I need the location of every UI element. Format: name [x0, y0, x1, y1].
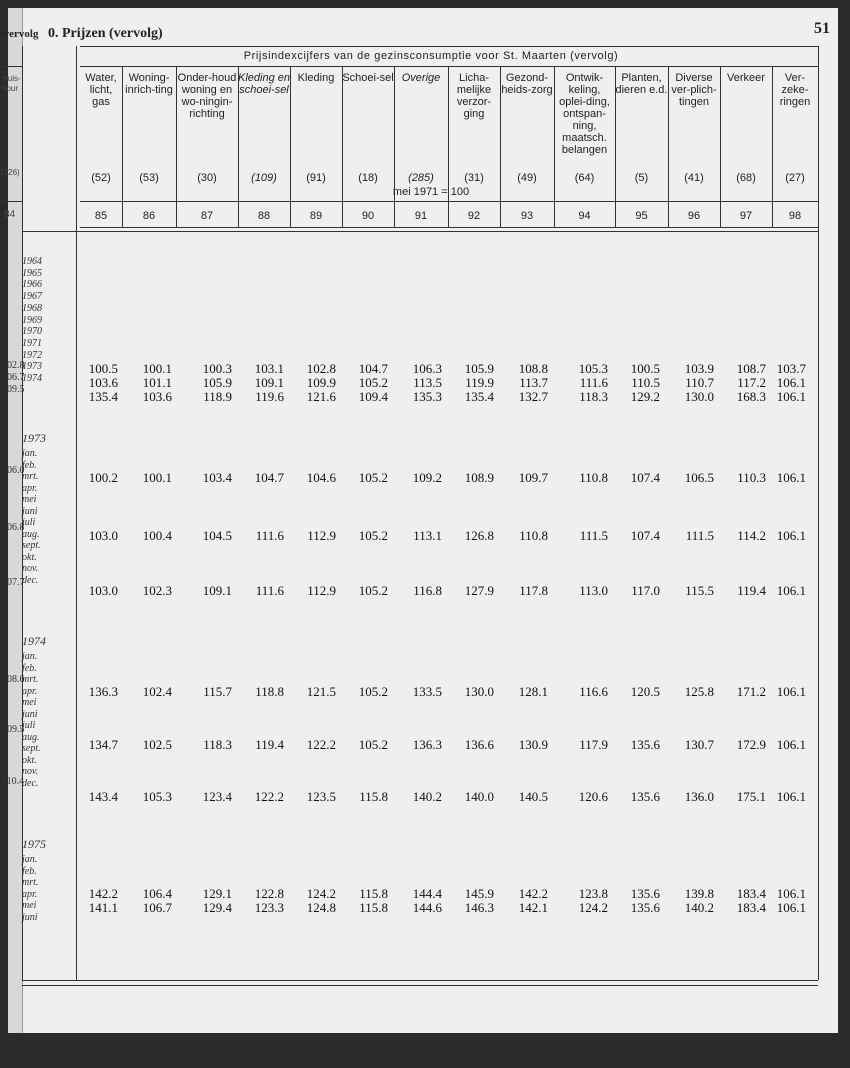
column-weight-86: (53) — [139, 172, 159, 184]
table-cell: 116.8 — [413, 583, 442, 598]
month-label: jan. — [22, 448, 38, 459]
table-cell: 106.5 — [684, 470, 714, 485]
table-cell: 132.7 — [518, 389, 548, 404]
table-cell: 115.8 — [359, 900, 388, 915]
table-cell: 106.3 — [412, 361, 442, 376]
table-cell: 145.9 — [464, 886, 494, 901]
column-number-89: 89 — [309, 210, 323, 222]
table-cell: 136.6 — [464, 737, 494, 752]
table-cell: 142.1 — [518, 900, 548, 915]
left-col-value: 106.7 — [2, 372, 25, 383]
column-weight-98: (27) — [785, 172, 805, 184]
column-header-96: Diverse ver-plich-tingen — [671, 72, 717, 108]
table-cell: 136.0 — [684, 789, 714, 804]
rule-v-right — [818, 46, 819, 980]
column-weight-95: (5) — [634, 172, 649, 184]
month-label: apr. — [22, 482, 38, 494]
column-header-86: Woning-inrich-ting — [125, 72, 173, 96]
table-cell: 109.1 — [254, 375, 284, 390]
table-cell: 103.6 — [142, 389, 172, 404]
table-main-title: Prijsindexcijfers van de gezinsconsumptie voor St. Maarten (vervolg) — [243, 50, 619, 62]
left-rule-top — [0, 66, 22, 67]
year-label: 1966 — [22, 279, 42, 291]
table-cell: 105.9 — [202, 375, 232, 390]
rule-v-col-3 — [290, 66, 291, 227]
table-cell: 100.1 — [142, 361, 172, 376]
table-cell: 115.7 — [203, 684, 232, 699]
table-cell: 135.6 — [630, 900, 660, 915]
table-cell: 143.4 — [88, 789, 118, 804]
table-cell: 118.8 — [255, 684, 284, 699]
month-label: juni — [22, 708, 38, 720]
rule-v-col-5 — [394, 66, 395, 227]
month-label: feb. — [22, 459, 37, 471]
table-cell: 103.0 — [88, 583, 118, 598]
rule-h-4 — [22, 231, 818, 232]
month-label: jan. — [22, 854, 38, 865]
month-label: juni — [22, 911, 38, 923]
table-cell: 117.2 — [737, 375, 766, 390]
table-cell: 115.5 — [685, 583, 714, 598]
table-cell: 135.3 — [412, 389, 442, 404]
table-cell: 103.7 — [776, 361, 806, 376]
table-cell: 142.2 — [518, 886, 548, 901]
month-label: okt. — [22, 754, 37, 766]
year-label: 1971 — [22, 337, 42, 349]
month-label: aug. — [22, 528, 40, 540]
table-cell: 135.6 — [630, 737, 660, 752]
table-cell: 118.3 — [579, 389, 608, 404]
table-cell: 144.4 — [412, 886, 442, 901]
table-cell: 121.5 — [306, 684, 336, 699]
table-cell: 129.2 — [630, 389, 660, 404]
left-col-value: 109.5 — [2, 724, 25, 735]
paper-sheet — [8, 8, 838, 1033]
table-cell: 136.3 — [88, 684, 118, 699]
table-cell: 105.2 — [358, 583, 388, 598]
table-cell: 117.8 — [519, 583, 548, 598]
table-cell: 105.9 — [464, 361, 494, 376]
table-cell: 122.2 — [254, 789, 284, 804]
table-cell: 108.9 — [464, 470, 494, 485]
column-header-90: Schoei-sel — [342, 72, 394, 84]
table-cell: 102.8 — [306, 361, 336, 376]
table-cell: 105.2 — [358, 470, 388, 485]
table-cell: 109.9 — [306, 375, 336, 390]
table-cell: 113.7 — [519, 375, 548, 390]
year-label: 1970 — [22, 326, 42, 338]
left-binding-strip — [8, 8, 23, 1033]
column-number-87: 87 — [200, 210, 214, 222]
table-cell: 109.4 — [358, 389, 388, 404]
table-cell: 106.1 — [776, 900, 806, 915]
prev-page-fragment: (vervolg — [0, 28, 39, 40]
table-cell: 105.3 — [578, 361, 608, 376]
table-cell: 119.6 — [255, 389, 284, 404]
table-cell: 106.1 — [776, 470, 806, 485]
table-cell: 106.1 — [776, 886, 806, 901]
table-cell: 112.9 — [307, 528, 336, 543]
section-title: 0. Prijzen (vervolg) — [47, 26, 163, 41]
table-cell: 106.1 — [776, 528, 806, 543]
table-cell: 109.2 — [412, 470, 442, 485]
column-number-85: 85 — [94, 210, 108, 222]
month-label: jan. — [22, 651, 38, 662]
table-cell: 113.5 — [413, 375, 442, 390]
table-cell: 112.9 — [307, 583, 336, 598]
column-header-85: Water, licht, gas — [85, 72, 117, 108]
table-cell: 103.0 — [88, 528, 118, 543]
left-col-value: 107.7 — [2, 577, 25, 588]
column-weight-97: (68) — [736, 172, 756, 184]
month-group-year: 1975 — [22, 837, 46, 851]
table-cell: 139.8 — [684, 886, 714, 901]
month-label: mei — [22, 494, 37, 505]
month-label: mei — [22, 697, 37, 708]
table-cell: 119.9 — [465, 375, 494, 390]
table-cell: 122.2 — [306, 737, 336, 752]
table-cell: 110.8 — [519, 528, 548, 543]
table-cell: 140.0 — [464, 789, 494, 804]
month-label: nov. — [22, 766, 39, 777]
table-cell: 135.6 — [630, 789, 660, 804]
table-cell: 102.5 — [142, 737, 172, 752]
table-cell: 106.1 — [776, 583, 806, 598]
table-cell: 105.3 — [142, 789, 172, 804]
table-cell: 183.4 — [736, 886, 766, 901]
table-cell: 107.4 — [630, 470, 660, 485]
table-cell: 183.4 — [736, 900, 766, 915]
table-cell: 104.7 — [254, 470, 284, 485]
table-cell: 128.1 — [518, 684, 548, 699]
table-cell: 100.1 — [142, 470, 172, 485]
table-cell: 118.9 — [203, 389, 232, 404]
table-cell: 105.2 — [358, 528, 388, 543]
month-label: okt. — [22, 551, 37, 563]
left-col-head: Huis- hour — [2, 74, 21, 93]
month-label: nov. — [22, 563, 39, 574]
left-col-value: 110.4 — [2, 776, 25, 787]
table-cell: 130.9 — [518, 737, 548, 752]
rule-v-left — [76, 46, 77, 980]
column-header-91: Overige — [401, 72, 441, 84]
rule-h-5 — [22, 980, 818, 981]
table-cell: 119.4 — [255, 737, 284, 752]
table-cell: 129.4 — [202, 900, 232, 915]
column-header-97: Verkeer — [727, 72, 765, 84]
table-cell: 119.4 — [737, 583, 766, 598]
table-cell: 102.3 — [142, 583, 172, 598]
table-cell: 115.8 — [359, 789, 388, 804]
column-number-92: 92 — [467, 210, 481, 222]
table-cell: 175.1 — [736, 789, 766, 804]
table-cell: 123.4 — [202, 789, 232, 804]
column-header-94: Ontwik-keling, oplei-ding, ontspan-ning, maatsch. belangen — [559, 72, 610, 156]
table-cell: 100.5 — [88, 361, 118, 376]
month-label: dec. — [22, 574, 39, 586]
left-col-weight: (126) — [1, 168, 20, 177]
table-cell: 141.1 — [88, 900, 118, 915]
index-base: mei 1971 = 100 — [392, 186, 470, 198]
year-label: 1974 — [22, 373, 42, 384]
table-cell: 146.3 — [464, 900, 494, 915]
table-cell: 140.5 — [518, 789, 548, 804]
section-header — [0, 26, 163, 42]
month-group-year: 1973 — [22, 431, 46, 445]
table-cell: 125.8 — [684, 684, 714, 699]
month-label: dec. — [22, 777, 39, 789]
table-cell: 126.8 — [464, 528, 494, 543]
year-label: 1967 — [22, 291, 42, 303]
table-cell: 136.3 — [412, 737, 442, 752]
table-cell: 102.4 — [142, 684, 172, 699]
table-cell: 142.2 — [88, 886, 118, 901]
table-cell: 117.9 — [579, 737, 608, 752]
table-cell: 117.0 — [631, 583, 660, 598]
table-cell: 110.8 — [579, 470, 608, 485]
column-number-95: 95 — [635, 210, 648, 222]
table-cell: 104.6 — [306, 470, 336, 485]
table-cell: 106.4 — [142, 886, 172, 901]
rule-v-col-4 — [342, 66, 343, 227]
rule-h-6 — [22, 985, 818, 986]
column-number-94: 94 — [578, 210, 591, 222]
table-cell: 134.7 — [88, 737, 118, 752]
month-label: mrt. — [22, 674, 39, 685]
table-cell: 133.5 — [412, 684, 442, 699]
table-cell: 116.6 — [579, 684, 608, 699]
table-cell: 140.2 — [412, 789, 442, 804]
table-cell: 100.2 — [88, 470, 118, 485]
column-header-92: Licha-melijke verzor-ging — [456, 72, 492, 120]
left-col-value: 109.5 — [2, 384, 25, 395]
table-cell: 168.3 — [736, 389, 766, 404]
column-weight-96: (41) — [684, 172, 704, 184]
table-cell: 105.2 — [358, 737, 388, 752]
table-cell: 129.1 — [202, 886, 232, 901]
year-label: 1968 — [22, 302, 42, 314]
table-cell: 111.6 — [255, 528, 284, 543]
table-cell: 106.1 — [776, 789, 806, 804]
table-cell: 124.2 — [578, 900, 608, 915]
rule-h-0 — [80, 46, 818, 47]
month-group-year: 1974 — [22, 634, 46, 648]
column-weight-91: (285) — [408, 172, 434, 184]
table-cell: 110.5 — [631, 375, 660, 390]
column-weight-94: (64) — [574, 172, 595, 184]
table-cell: 124.8 — [306, 900, 336, 915]
table-cell: 123.5 — [306, 789, 336, 804]
table-cell: 111.5 — [685, 528, 714, 543]
month-label: mrt. — [22, 877, 39, 888]
table-cell: 103.9 — [684, 361, 714, 376]
month-label: juni — [22, 505, 38, 517]
column-header-87: Onder-houd woning en wo-ningin-richting — [177, 72, 237, 120]
page-number: 51 — [814, 20, 830, 37]
left-col-value: 102.8 — [2, 360, 25, 371]
table-cell: 105.2 — [358, 375, 388, 390]
column-header-88: Kleding en schoei-sel — [238, 72, 290, 96]
table-cell: 106.1 — [776, 737, 806, 752]
column-weight-88: (109) — [251, 172, 277, 184]
table-cell: 114.2 — [737, 528, 766, 543]
month-label: apr. — [22, 685, 38, 697]
column-weight-87: (30) — [197, 172, 217, 184]
month-label: sept. — [22, 743, 41, 754]
table-cell: 108.7 — [736, 361, 766, 376]
table-cell: 123.3 — [254, 900, 284, 915]
table-cell: 106.1 — [776, 684, 806, 699]
table-cell: 107.4 — [630, 528, 660, 543]
month-label: aug. — [22, 731, 40, 743]
table-cell: 124.2 — [306, 886, 336, 901]
column-weight-93: (49) — [517, 172, 537, 184]
table-cell: 120.5 — [630, 684, 660, 699]
table-cell: 104.7 — [358, 361, 388, 376]
column-weight-89: (91) — [306, 172, 326, 184]
table-cell: 113.1 — [413, 528, 442, 543]
table-cell: 104.5 — [202, 528, 232, 543]
left-col-value: 106.8 — [2, 522, 25, 533]
column-number-88: 88 — [257, 210, 271, 222]
table-cell: 140.2 — [684, 900, 714, 915]
table-cell: 108.8 — [518, 361, 548, 376]
column-header-95: Planten, dieren e.d. — [615, 72, 668, 96]
table-cell: 100.5 — [630, 361, 660, 376]
month-label: juli — [22, 720, 36, 731]
table-cell: 110.3 — [737, 470, 766, 485]
table-cell: 110.7 — [685, 375, 714, 390]
column-number-91: 91 — [414, 210, 428, 222]
column-number-96: 96 — [687, 210, 701, 222]
table-cell: 106.1 — [776, 375, 806, 390]
year-label: 1973 — [22, 361, 42, 373]
column-weight-92: (31) — [464, 172, 484, 184]
column-number-86: 86 — [142, 210, 156, 222]
month-label: feb. — [22, 662, 37, 674]
table-cell: 100.3 — [202, 361, 232, 376]
month-label: mei — [22, 900, 37, 911]
table-cell: 111.5 — [579, 528, 608, 543]
left-col-value: 108.6 — [2, 674, 25, 685]
table-cell: 115.8 — [359, 886, 388, 901]
column-header-93: Gezond-heids-zorg — [501, 72, 553, 96]
month-label: apr. — [22, 888, 38, 900]
column-number-97: 97 — [739, 210, 753, 222]
table-cell: 109.7 — [518, 470, 548, 485]
table-cell: 103.1 — [254, 361, 284, 376]
table-cell: 100.4 — [142, 528, 172, 543]
table-cell: 123.8 — [578, 886, 608, 901]
table-cell: 127.9 — [464, 583, 494, 598]
rule-h-2 — [80, 201, 818, 202]
left-col-number: 84 — [4, 209, 16, 220]
rule-h-1 — [80, 66, 818, 67]
table-cell: 122.8 — [254, 886, 284, 901]
table-cell: 113.0 — [579, 583, 608, 598]
column-weight-85: (52) — [91, 172, 111, 184]
table-cell: 130.0 — [464, 684, 494, 699]
table-cell: 172.9 — [736, 737, 766, 752]
rule-h-3 — [80, 227, 818, 228]
year-label: 1965 — [22, 267, 42, 279]
table-cell: 120.6 — [578, 789, 608, 804]
column-number-90: 90 — [361, 210, 375, 222]
year-label: 1964 — [22, 256, 42, 267]
table-cell: 130.7 — [684, 737, 714, 752]
table-cell: 135.6 — [630, 886, 660, 901]
table-cell: 111.6 — [255, 583, 284, 598]
column-number-98: 98 — [788, 210, 802, 222]
year-label: 1972 — [22, 349, 42, 361]
table-cell: 103.6 — [88, 375, 118, 390]
left-col-value: 106.0 — [2, 465, 25, 476]
table-cell: 105.2 — [358, 684, 388, 699]
column-number-93: 93 — [520, 210, 534, 222]
table-cell: 103.4 — [202, 470, 232, 485]
year-label: 1969 — [22, 314, 42, 326]
rule-v-col-11 — [720, 66, 721, 227]
table-cell: 106.7 — [142, 900, 172, 915]
month-label: mrt. — [22, 471, 39, 482]
table-cell: 109.1 — [202, 583, 232, 598]
month-label: feb. — [22, 865, 37, 877]
table-cell: 101.1 — [142, 375, 172, 390]
table-cell: 135.4 — [88, 389, 118, 404]
table-cell: 106.1 — [776, 389, 806, 404]
table-cell: 121.6 — [306, 389, 336, 404]
column-header-89: Kleding — [297, 72, 335, 84]
left-rule-mid — [0, 201, 22, 202]
column-header-98: Ver-zeke-ringen — [779, 72, 811, 108]
table-cell: 111.6 — [579, 375, 608, 390]
column-weight-90: (18) — [358, 172, 378, 184]
month-label: sept. — [22, 540, 41, 551]
month-label: juli — [22, 517, 36, 528]
table-cell: 171.2 — [736, 684, 766, 699]
table-cell: 135.4 — [464, 389, 494, 404]
table-cell: 144.6 — [412, 900, 442, 915]
table-cell: 118.3 — [203, 737, 232, 752]
table-cell: 130.0 — [684, 389, 714, 404]
